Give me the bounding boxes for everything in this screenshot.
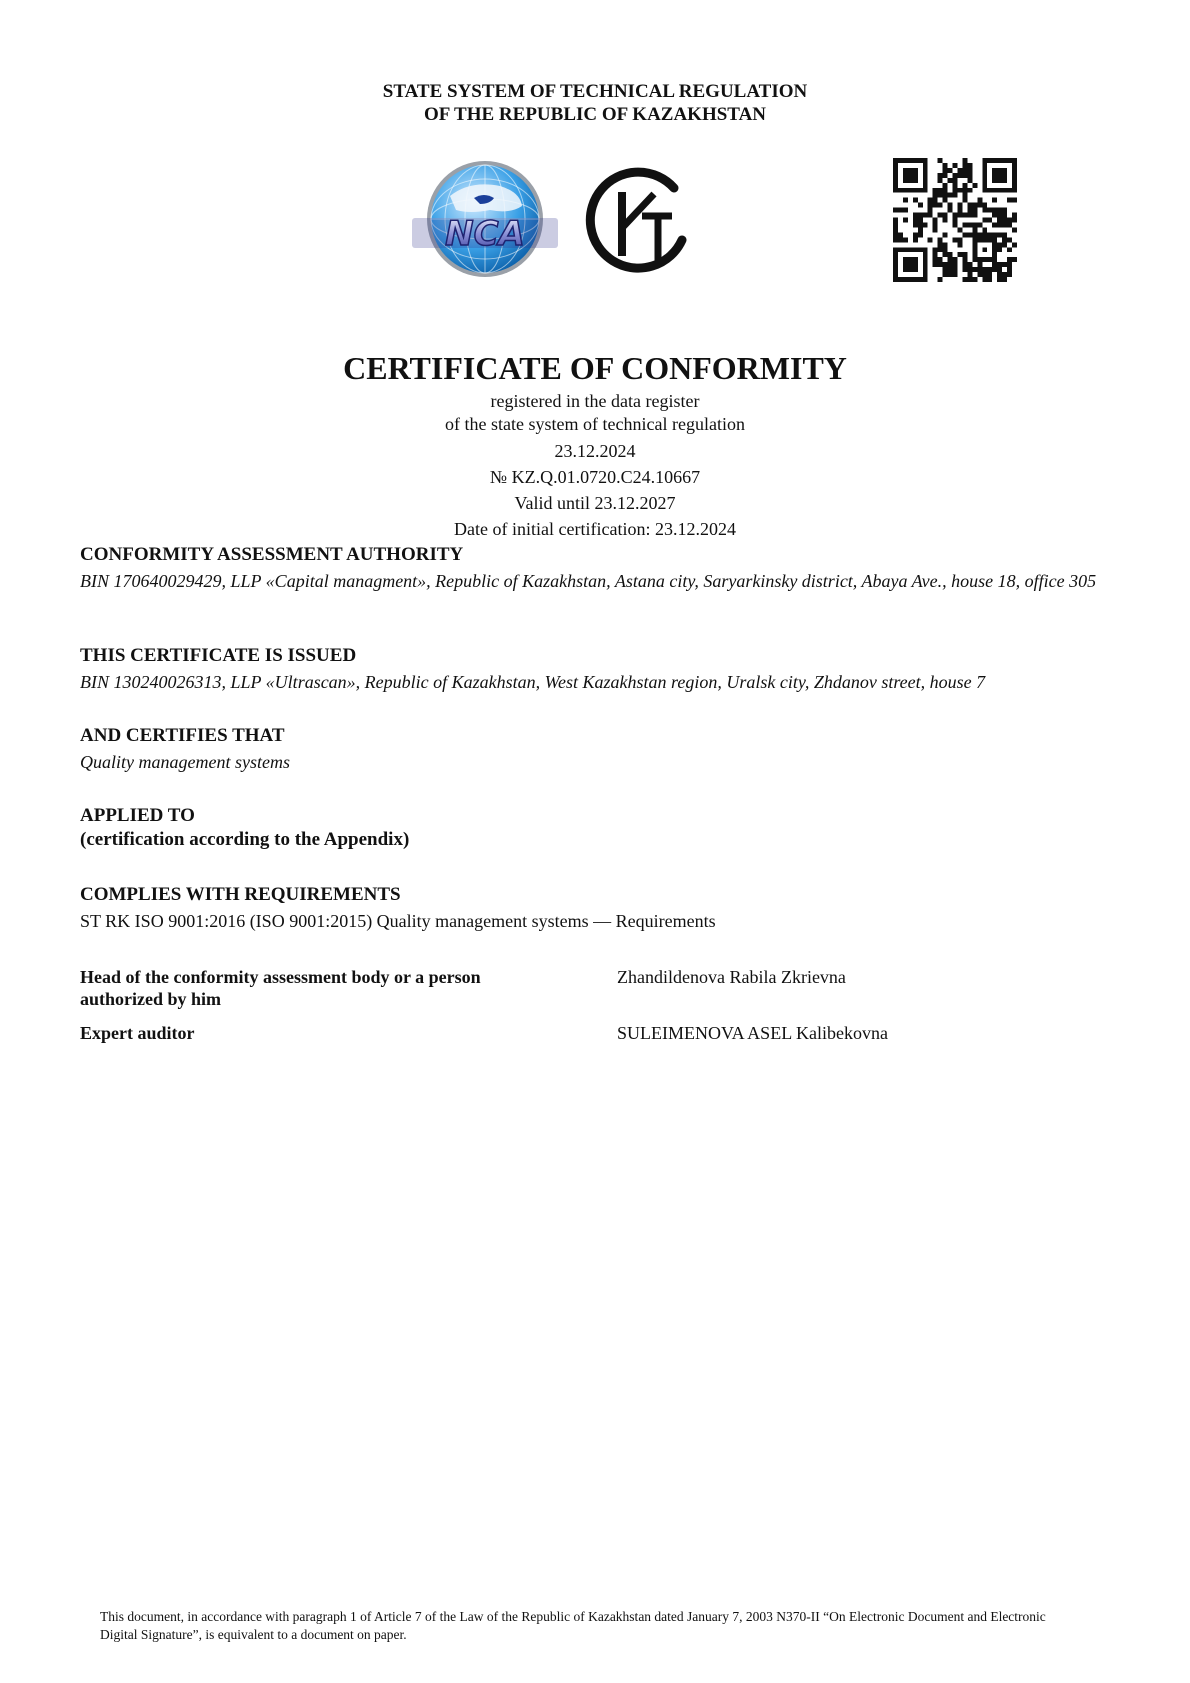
footer-legal-note: This document, in accordance with paragraph 1 of Article 7 of the Law of the Republic of Kazakhstan dated January 7, 2003 N370-II “On Electronic Document and Electronic Digital Signature”, is equivalent to a document on paper. (100, 1609, 1046, 1642)
issued-heading: THIS CERTIFICATE IS ISSUED (80, 645, 357, 666)
head-signature-name: Zhandildenova Rabila Zkrievna (617, 967, 846, 987)
issued-text: BIN 130240026313, LLP «Ultrascan», Republic of Kazakhstan, West Kazakhstan region, Uralsk city, Zhdanov street, house 7 (80, 672, 986, 692)
authority-text: BIN 170640029429, LLP «Capital managment», Republic of Kazakhstan, Astana city, Saryarkinsky district, Abaya Ave., house 18, office 305 (80, 571, 1097, 591)
nca-logo (410, 158, 560, 280)
header-line-2: OF THE REPUBLIC OF KAZAKHSTAN (423, 104, 767, 125)
expert-auditor-name: SULEIMENOVA ASEL Kalibekovna (617, 1023, 888, 1043)
registration-date: 23.12.2024 (554, 441, 636, 461)
certificate-number: № KZ.Q.01.0720.C24.10667 (489, 467, 701, 487)
certifies-heading: AND CERTIFIES THAT (80, 725, 285, 746)
nca-logo-text: NCA (445, 214, 525, 254)
valid-until: Valid until 23.12.2027 (514, 493, 676, 513)
subtitle-line-2: of the state system of technical regulation (445, 414, 745, 434)
certifies-text: Quality management systems (80, 752, 290, 772)
expert-auditor-label: Expert auditor (80, 1023, 195, 1043)
head-signature-label: Head of the conformity assessment body or a person authorized by him (80, 967, 481, 1009)
complies-heading: COMPLIES WITH REQUIREMENTS (80, 884, 401, 905)
subtitle-line-1: registered in the data register (490, 391, 700, 411)
qr-code (893, 158, 1017, 282)
certificate-title: CERTIFICATE OF CONFORMITY (343, 350, 847, 386)
kt-logo-text: KT (637, 224, 639, 225)
applied-text: (certification according to the Appendix) (80, 829, 410, 850)
authority-heading: CONFORMITY ASSESSMENT AUTHORITY (80, 544, 464, 565)
applied-heading: APPLIED TO (80, 805, 195, 826)
header-line-1: STATE SYSTEM OF TECHNICAL REGULATION (382, 81, 808, 102)
initial-certification-date: Date of initial certification: 23.12.2024 (454, 519, 736, 539)
kt-logo (582, 158, 694, 280)
complies-text: ST RK ISO 9001:2016 (ISO 9001:2015) Quality management systems — Requirements (80, 911, 716, 931)
